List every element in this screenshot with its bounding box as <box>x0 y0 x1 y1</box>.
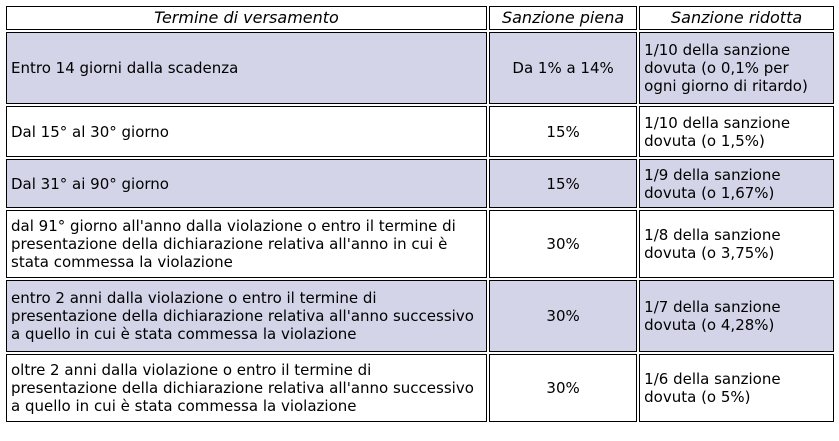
reduced-line: 1/6 della sanzione <box>644 370 781 388</box>
reduced-line: dovuta (o 4,28%) <box>644 316 775 334</box>
reduced-line: dovuta (o 5%) <box>644 388 751 406</box>
table-row <box>6 210 834 278</box>
reduced-line: 1/10 della sanzione <box>644 41 791 59</box>
table-row <box>6 106 834 157</box>
term-cell: Dal 15° al 30° giorno <box>6 106 487 157</box>
table-row <box>6 354 834 422</box>
table-row <box>6 280 834 352</box>
term-cell: dal 91° giorno all'anno dalla violazione o entro il termine di presentazione della dichiarazione relativa all'anno in cui è stata commessa la violazione <box>6 210 487 278</box>
full-sanction-cell: Da 1% a 14% <box>489 32 637 104</box>
full-sanction-cell: 30% <box>489 280 637 352</box>
reduced-line: dovuta (o 3,75%) <box>644 244 775 262</box>
reduced-line: 1/8 della sanzione <box>644 226 781 244</box>
reduced-line: 1/9 della sanzione <box>644 165 781 184</box>
reduced-sanction-cell <box>639 32 834 104</box>
term-cell: oltre 2 anni dalla violazione o entro il termine di presentazione della dichiarazione relativa all'anno successivo a quello in cui è stata commessa la violazione <box>6 354 487 422</box>
reduced-sanction-cell <box>639 106 834 157</box>
reduced-sanction-cell <box>639 280 834 352</box>
table-row <box>6 159 834 208</box>
full-sanction-cell: 30% <box>489 354 637 422</box>
reduced-line: 1/10 della sanzione <box>644 113 791 132</box>
header-reduced-sanction: Sanzione ridotta <box>639 6 834 30</box>
table-row <box>6 32 834 104</box>
full-sanction-cell: 30% <box>489 210 637 278</box>
header-full-sanction: Sanzione piena <box>489 6 637 30</box>
full-sanction-cell: 15% <box>489 106 637 157</box>
header-term: Termine di versamento <box>6 6 487 30</box>
reduced-line: dovuta (o 1,5%) <box>644 131 765 150</box>
reduced-line: dovuta (o 0,1% per <box>644 59 789 77</box>
reduced-sanction-cell <box>639 354 834 422</box>
header-row <box>6 6 834 30</box>
reduced-line: ogni giorno di ritardo) <box>644 77 808 95</box>
reduced-sanction-cell <box>639 159 834 208</box>
full-sanction-cell: 15% <box>489 159 637 208</box>
reduced-line: dovuta (o 1,67%) <box>644 183 775 202</box>
sanctions-table <box>4 4 836 424</box>
term-cell: entro 2 anni dalla violazione o entro il termine di presentazione della dichiarazione relativa all'anno successivo a quello in cui è stata commessa la violazione <box>6 280 487 352</box>
term-cell: Dal 31° ai 90° giorno <box>6 159 487 208</box>
reduced-sanction-cell <box>639 210 834 278</box>
term-cell: Entro 14 giorni dalla scadenza <box>6 32 487 104</box>
reduced-line: 1/7 della sanzione <box>644 298 781 316</box>
